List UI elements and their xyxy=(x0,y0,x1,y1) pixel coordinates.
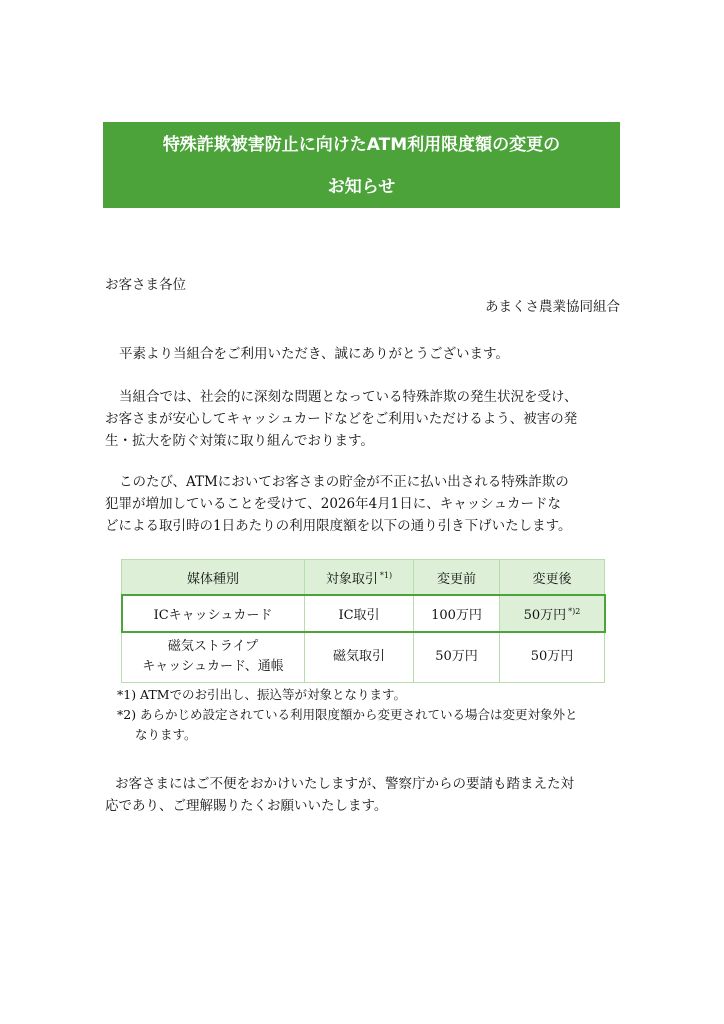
paragraph-line: お客さまが安心してキャッシュカードなどをご利用いただけるよう、被害の発 xyxy=(105,411,578,427)
footnote-2: *2) あらかじめ設定されている利用限度額から変更されている場合は変更対象外と xyxy=(117,707,578,722)
paragraph-line: 犯罪が増加していることを受けて、2026年4月1日に、キャッシュカードな xyxy=(105,496,561,512)
footnote-mark-2: *)2 xyxy=(568,606,581,616)
notice-title-line-2: お知らせ xyxy=(327,177,396,197)
paragraph-line: どによる取引時の1日あたりの利用限度額を以下の通り引き下げいたします。 xyxy=(105,518,572,534)
header-after-change xyxy=(500,560,605,595)
sender-organization: あまくさ農業協同組合 xyxy=(485,299,620,315)
cell-transaction: IC取引 xyxy=(305,595,414,632)
paragraph-line: 生・拡大を防ぐ対策に取り組んでおります。 xyxy=(105,433,374,449)
header-media-type-label: 媒体種別 xyxy=(186,571,239,587)
paragraph-greeting xyxy=(105,343,625,365)
footnote-mark-1: *1) xyxy=(379,570,393,580)
footnote-1: *1) ATMでのお引出し、振込等が対象となります。 xyxy=(117,687,407,702)
table-header-row xyxy=(122,560,605,595)
footnotes xyxy=(117,685,578,745)
cell-media xyxy=(122,632,305,683)
header-before-change xyxy=(414,560,500,595)
cell-before: 100万円 xyxy=(414,595,500,632)
footnote-2-continued: なります。 xyxy=(135,727,197,742)
paragraph-background xyxy=(105,386,625,452)
table-row-ic-card xyxy=(122,595,605,632)
header-target-transaction xyxy=(305,560,414,595)
table-row-magnetic-card xyxy=(122,632,605,683)
paragraph-change-announcement xyxy=(105,471,625,537)
header-after-change-label: 変更後 xyxy=(532,571,572,587)
cell-transaction: 磁気取引 xyxy=(305,632,414,683)
paragraph-line: 当組合では、社会的に深刻な問題となっている特殊詐欺の発生状況を受け、 xyxy=(119,389,578,405)
notice-title-line-1: 特殊詐欺被害防止に向けたATM利用限度額の変更の xyxy=(162,135,561,155)
cell-after xyxy=(500,595,605,632)
paragraph-line: お客さまにはご不便をおかけいたしますが、警察庁からの要請も踏まえた対 xyxy=(115,776,574,792)
cell-media-line-2: キャッシュカード、通帳 xyxy=(142,659,284,674)
cell-after: 50万円 xyxy=(500,632,605,683)
notice-title-banner xyxy=(103,122,620,208)
header-media-type xyxy=(122,560,305,595)
cell-after-value: 50万円 xyxy=(523,607,567,623)
paragraph-line: 応であり、ご理解賜りたくお願いいたします。 xyxy=(105,798,388,814)
cell-media-line-1: 磁気ストライプ xyxy=(167,639,259,654)
paragraph-closing xyxy=(105,773,625,817)
paragraph-line: 平素より当組合をご利用いただき、誠にありがとうございます。 xyxy=(119,346,509,362)
cell-before: 50万円 xyxy=(414,632,500,683)
limit-change-table xyxy=(121,559,605,683)
addressee: お客さま各位 xyxy=(105,277,186,293)
cell-media: ICキャッシュカード xyxy=(122,595,305,632)
header-target-transaction-label: 対象取引 xyxy=(325,571,378,587)
header-before-change-label: 変更前 xyxy=(436,571,476,587)
paragraph-line: このたび、ATMにおいてお客さまの貯金が不正に払い出される特殊詐欺の xyxy=(119,474,569,490)
